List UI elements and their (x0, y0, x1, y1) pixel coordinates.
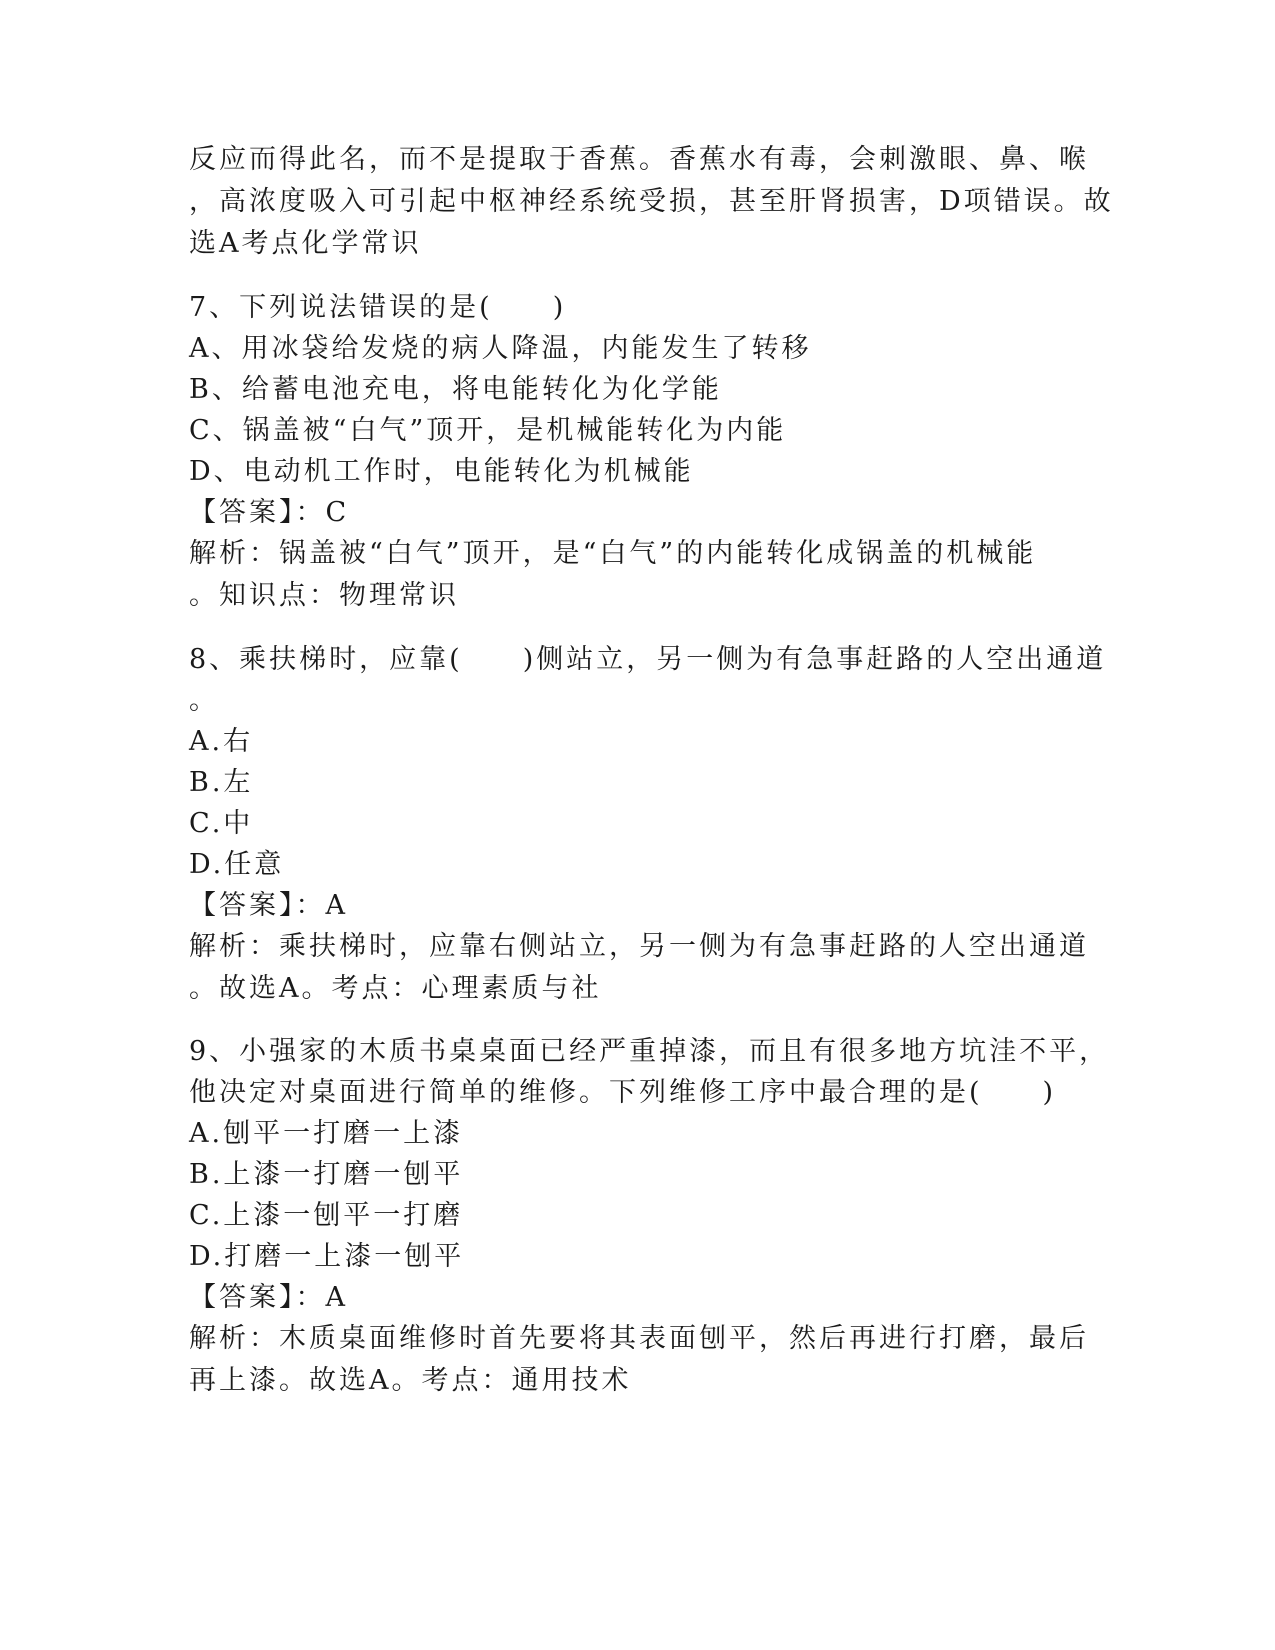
q7-option-c: C、锅盖被“白气”顶开，是机械能转化为内能 (189, 415, 787, 446)
q7-analysis-line-2: 。知识点：物理常识 (189, 580, 459, 611)
q8-answer: 【答案】：A (189, 890, 348, 921)
q7-analysis-line-1: 解析：锅盖被“白气”顶开，是“白气”的内能转化成锅盖的机械能 (189, 538, 1037, 569)
q9-option-a: A.刨平一打磨一上漆 (189, 1118, 464, 1149)
q7-question: 7、下列说法错误的是( ) (189, 292, 567, 323)
intro-line-1: 反应而得此名，而不是提取于香蕉。香蕉水有毒，会刺激眼、鼻、喉 (189, 144, 1089, 175)
q7-answer: 【答案】：C (189, 497, 350, 528)
q8-option-c: C.中 (189, 808, 254, 839)
q9-option-d: D.打磨一上漆一刨平 (189, 1241, 465, 1272)
q8-analysis-line-1: 解析：乘扶梯时，应靠右侧站立，另一侧为有急事赶路的人空出通道 (189, 931, 1089, 962)
q7-option-d: D、电动机工作时，电能转化为机械能 (189, 456, 694, 487)
intro-line-3: 选A考点化学常识 (189, 228, 422, 259)
q8-question-line-1: 8、乘扶梯时，应靠( )侧站立，另一侧为有急事赶路的人空出通道 (189, 644, 1107, 675)
q9-question-line-2: 他决定对桌面进行简单的维修。下列维修工序中最合理的是( ) (189, 1077, 1057, 1108)
q7-option-b: B、给蓄电池充电，将电能转化为化学能 (189, 374, 722, 405)
q9-answer: 【答案】：A (189, 1282, 348, 1313)
q8-option-d: D.任意 (189, 849, 285, 880)
q9-question-line-1: 9、小强家的木质书桌桌面已经严重掉漆，而且有很多地方坑洼不平， (189, 1036, 1110, 1067)
q7-option-a: A、用冰袋给发烧的病人降温，内能发生了转移 (189, 333, 812, 364)
q8-option-b: B.左 (189, 767, 254, 798)
q8-option-a: A.右 (189, 726, 254, 757)
q9-analysis-line-2: 再上漆。故选A。考点：通用技术 (189, 1365, 632, 1396)
q8-analysis-line-2: 。故选A。考点：心理素质与社 (189, 973, 602, 1004)
q8-question-line-2: 。 (189, 685, 219, 716)
q9-option-c: C.上漆一刨平一打磨 (189, 1200, 464, 1231)
q9-option-b: B.上漆一打磨一刨平 (189, 1159, 464, 1190)
intro-line-2: ，高浓度吸入可引起中枢神经系统受损，甚至肝肾损害，D项错误。故 (189, 186, 1114, 217)
q9-analysis-line-1: 解析：木质桌面维修时首先要将其表面刨平，然后再进行打磨，最后 (189, 1323, 1089, 1354)
